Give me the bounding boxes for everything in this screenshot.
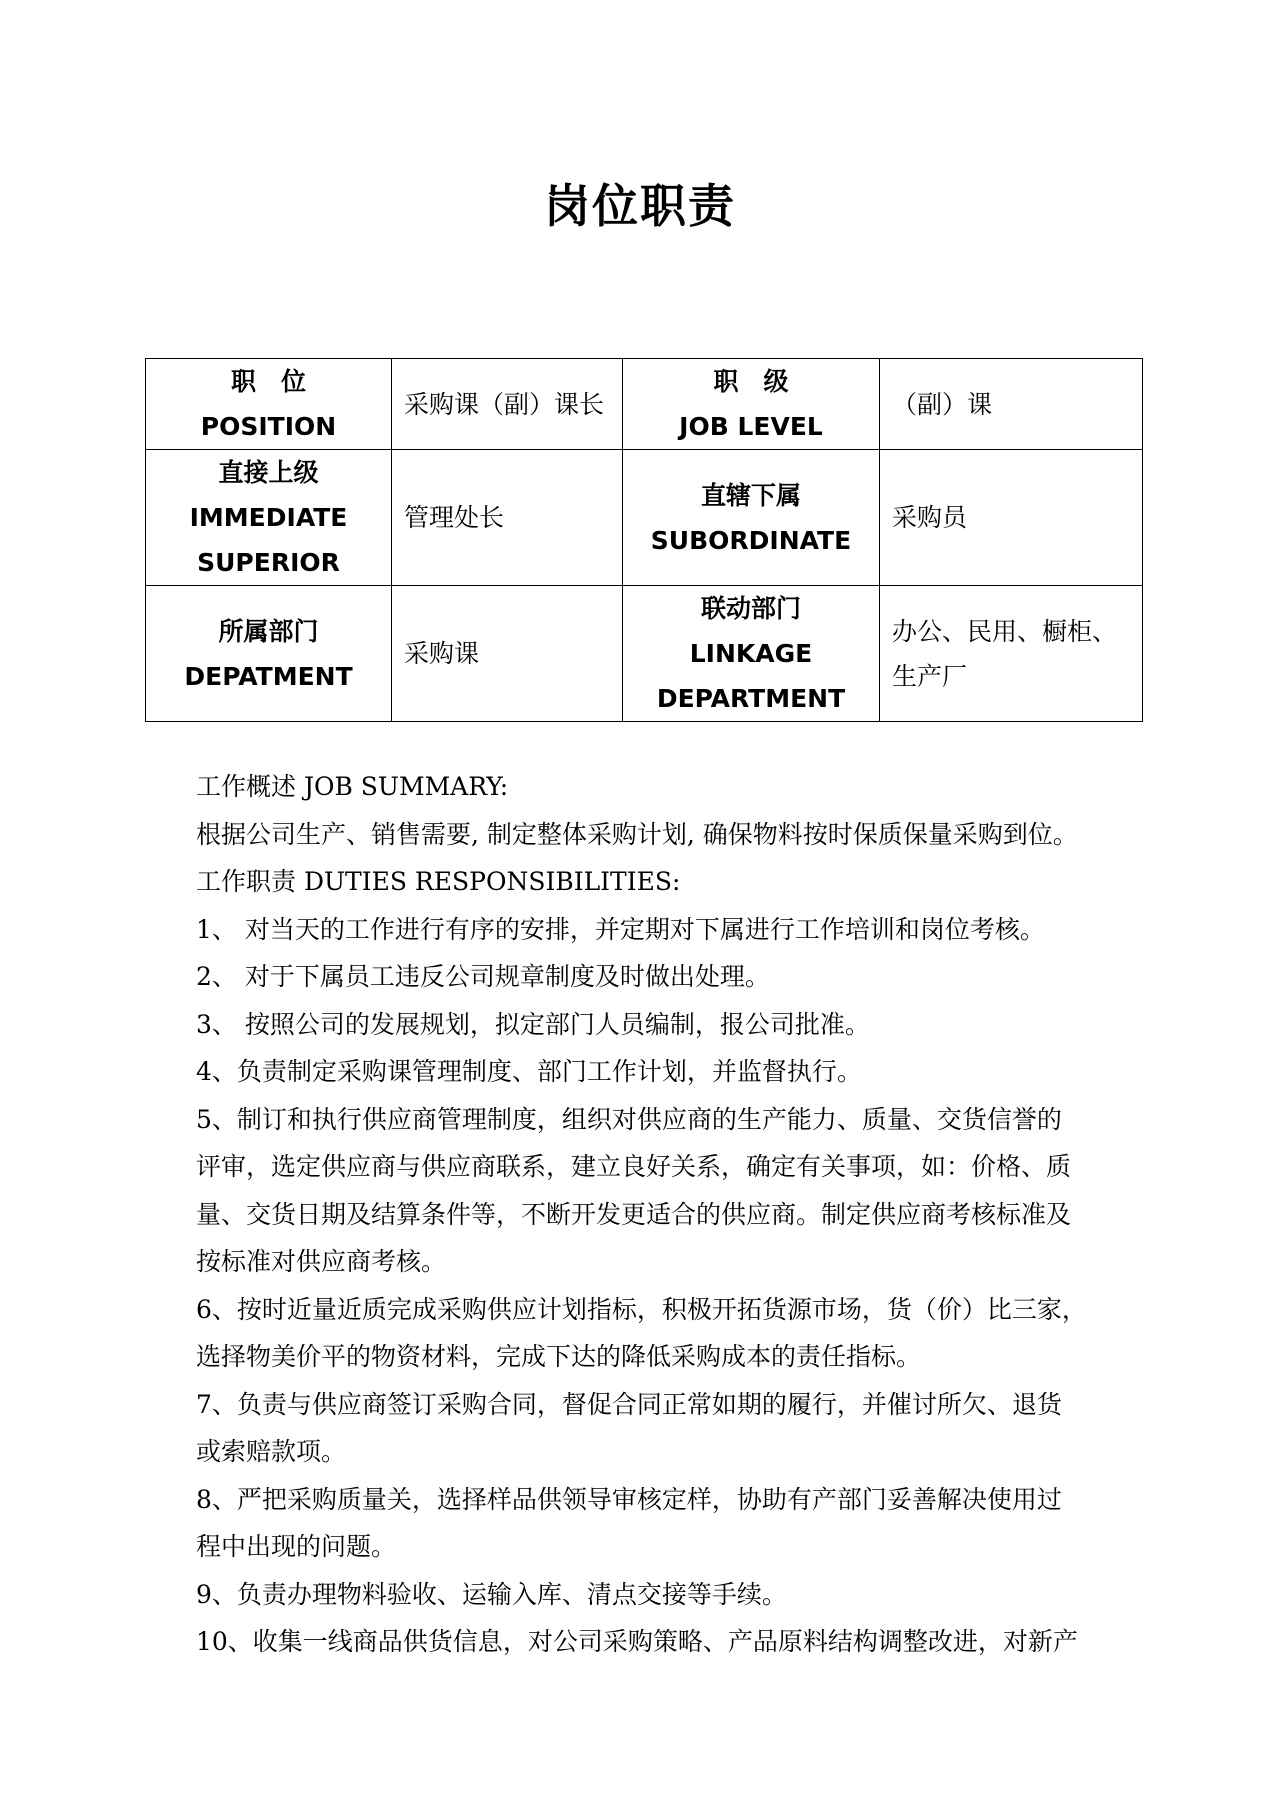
duty-line: 3、 按照公司的发展规划，拟定部门人员编制，报公司批准。	[196, 1009, 870, 1039]
table-row	[146, 450, 1143, 586]
page-title: 岗位职责	[544, 179, 736, 233]
subordinate-label-cn: 直辖下属	[700, 480, 801, 510]
superior-label-cn: 直接上级	[218, 458, 319, 487]
superior-label	[146, 450, 392, 586]
department-label-en: DEPATMENT	[184, 661, 353, 691]
duty-line: 8、严把采购质量关，选择样品供领导审核定样，协助有产部门妥善解决使用过	[196, 1484, 1062, 1514]
duty-line: 程中出现的问题。	[196, 1532, 397, 1561]
job-level-value: （副）课	[880, 359, 1143, 450]
position-label-cn: 职 位	[230, 367, 306, 396]
duty-line: 4、负责制定采购课管理制度、部门工作计划，并监督执行。	[196, 1057, 862, 1086]
linkage-label	[623, 586, 880, 722]
department-label-cn: 所属部门	[218, 616, 319, 646]
department-label	[146, 586, 392, 722]
subordinate-label-en: SUBORDINATE	[650, 525, 852, 555]
table-row	[146, 586, 1143, 722]
summary-heading: 工作概述 JOB SUMMARY:	[196, 772, 509, 801]
superior-value: 管理处长	[392, 450, 623, 586]
linkage-value-line2: 生产厂	[892, 661, 968, 691]
superior-label-en1: IMMEDIATE	[189, 503, 348, 532]
duty-line: 选择物美价平的物资材料，完成下达的降低采购成本的责任指标。	[196, 1342, 922, 1371]
duty-line: 10、收集一线商品供货信息，对公司采购策略、产品原料结构调整改进，对新产	[196, 1627, 1078, 1656]
job-info-table	[145, 358, 1143, 722]
department-value: 采购课	[392, 586, 623, 722]
job-level-label-cn: 职 级	[713, 367, 789, 396]
position-label-en: POSITION	[200, 412, 337, 441]
subordinate-value: 采购员	[880, 450, 1143, 586]
duty-line: 评审，选定供应商与供应商联系，建立良好关系，确定有关事项，如：价格、质	[196, 1152, 1072, 1181]
position-label	[146, 359, 392, 450]
duty-line: 按标准对供应商考核。	[196, 1247, 447, 1276]
linkage-label-cn: 联动部门	[700, 594, 801, 623]
duty-line: 1、 对当天的工作进行有序的安排，并定期对下属进行工作培训和岗位考核。	[196, 914, 1045, 944]
duty-line: 7、负责与供应商签订采购合同，督促合同正常如期的履行，并催讨所欠、退货	[196, 1389, 1062, 1419]
linkage-label-en2: DEPARTMENT	[656, 684, 846, 713]
duty-line: 2、 对于下属员工违反公司规章制度及时做出处理。	[196, 962, 770, 991]
document-body	[196, 763, 1096, 1666]
duty-line: 9、负责办理物料验收、运输入库、清点交接等手续。	[196, 1579, 787, 1609]
summary-text: 根据公司生产、销售需要, 制定整体采购计划, 确保物料按时保质保量采购到位。	[196, 819, 1078, 849]
duty-line: 量、交货日期及结算条件等，不断开发更适合的供应商。制定供应商考核标准及	[196, 1199, 1072, 1229]
job-level-label-en: JOB LEVEL	[679, 412, 823, 441]
table-row	[146, 359, 1143, 450]
linkage-label-en1: LINKAGE	[689, 639, 813, 668]
duty-line: 5、制订和执行供应商管理制度，组织对供应商的生产能力、质量、交货信誉的	[196, 1104, 1062, 1134]
superior-label-en2: SUPERIOR	[197, 548, 340, 577]
job-level-label	[623, 359, 880, 450]
duty-line: 或索赔款项。	[196, 1437, 347, 1466]
duty-line: 6、按时近量近质完成采购供应计划指标，积极开拓货源市场，货（价）比三家，	[196, 1294, 1087, 1324]
linkage-value	[880, 586, 1143, 722]
duties-heading: 工作职责 DUTIES RESPONSIBILITIES:	[196, 867, 681, 896]
position-value: 采购课（副）课长	[392, 359, 623, 450]
subordinate-label	[623, 450, 880, 586]
linkage-value-line1: 办公、民用、橱柜、	[892, 616, 1118, 646]
